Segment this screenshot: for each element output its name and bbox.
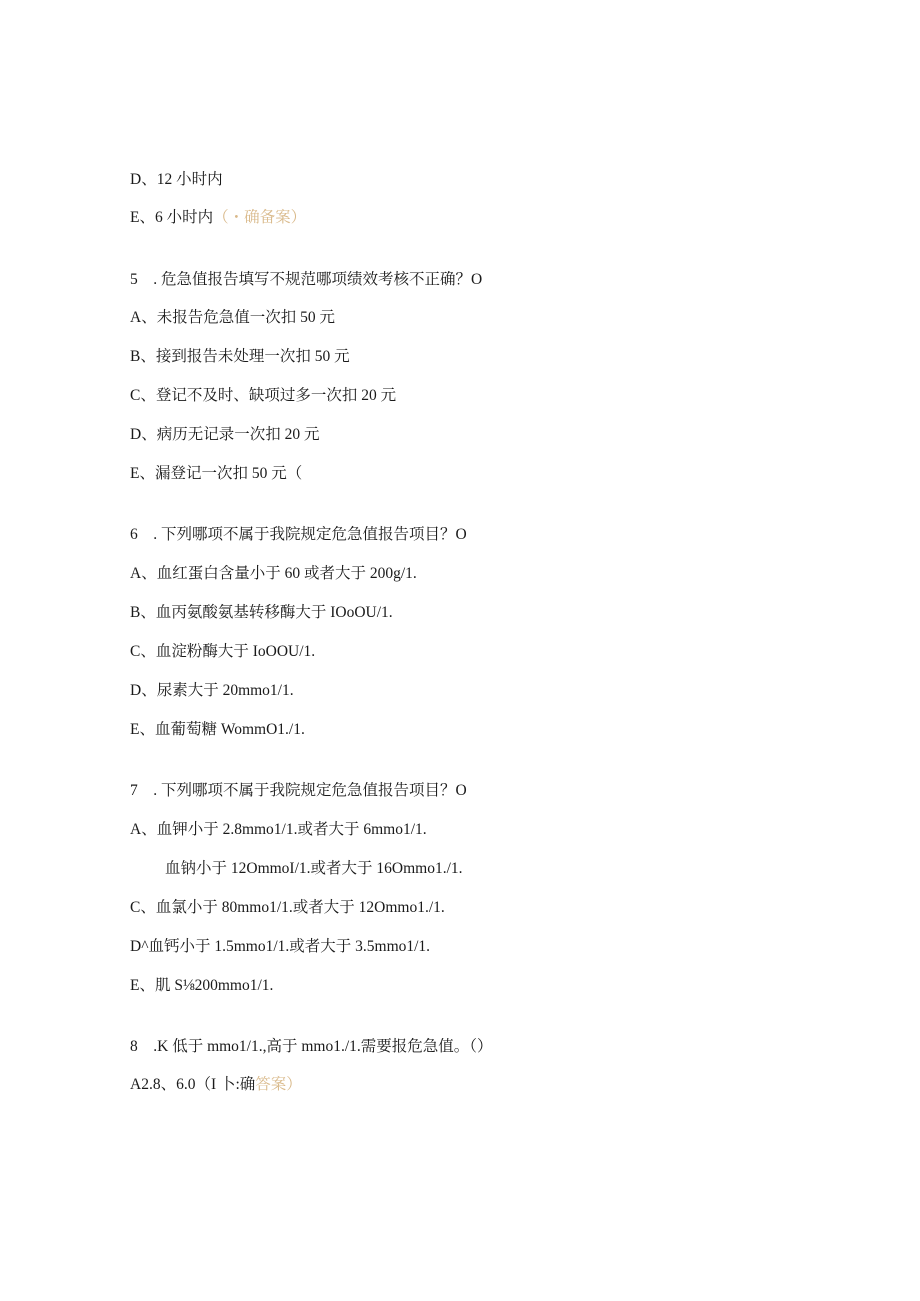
line-text: C、登记不及时、缺项过多一次扣 20 元: [130, 387, 397, 404]
document-line: [130, 208, 306, 228]
document-line: [130, 464, 302, 484]
line-text: 6 . 下列哪项不属于我院规定危急值报告项目？O: [130, 526, 467, 543]
document-line: [130, 564, 417, 584]
line-text: E、漏登记一次扣 50 元（: [130, 465, 303, 482]
document-line: [130, 270, 482, 290]
document-line: [130, 525, 467, 545]
document-line: [130, 170, 223, 190]
document-line: [165, 859, 463, 879]
line-text: E、肌 S⅛200mmo1/1.: [130, 977, 274, 994]
line-text: 血钠小于 12OmmoI/1.或者大于 16Ommo1./1.: [165, 860, 463, 877]
document-line: [130, 347, 350, 367]
line-text: 5 . 危急值报告填写不规范哪项绩效考核不正确？O: [130, 271, 483, 288]
document-line: [130, 603, 393, 623]
line-text: D^血钙小于 1.5mmo1/1.或者大于 3.5mmo1/1.: [130, 938, 431, 955]
document-line: [130, 308, 335, 328]
line-text: 7 . 下列哪项不属于我院规定危急值报告项目？O: [130, 782, 467, 799]
document-line: [130, 1075, 302, 1095]
document-line: [130, 642, 315, 662]
line-text: C、血氯小于 80mmo1/1.或者大于 12Ommo1./1.: [130, 899, 445, 916]
line-text: A、未报告危急值一次扣 50 元: [130, 309, 335, 326]
document-line: [130, 937, 430, 957]
document-line: [130, 781, 467, 801]
document-line: [130, 1037, 493, 1057]
document-line: [130, 898, 445, 918]
line-text: A、血红蛋白含量小于 60 或者大于 200g/1.: [130, 565, 417, 582]
answer-annotation: （・确备案）: [213, 209, 307, 226]
line-text: B、接到报告未处理一次扣 50 元: [130, 348, 350, 365]
line-text: D、12 小时内: [130, 171, 223, 188]
document-line: [130, 386, 396, 406]
line-text: D、病历无记录一次扣 20 元: [130, 426, 320, 443]
line-text: B、血丙氨酸氨基转移酶大于 IOoOU/1.: [130, 604, 393, 621]
document-line: [130, 976, 273, 996]
line-text: E、血葡萄糖 WommO1./1.: [130, 721, 305, 738]
document-line: [130, 425, 319, 445]
document-line: [130, 720, 305, 740]
line-text: A、血钾小于 2.8mmo1/1.或者大于 6mmo1/1.: [130, 821, 427, 838]
document-line: [130, 681, 294, 701]
line-text: 8 .K 低于 mmo1/1.,高于 mmo1./1.需要报危急值。（）: [130, 1038, 493, 1055]
line-text: C、血淀粉酶大于 IoOOU/1.: [130, 643, 316, 660]
document-line: [130, 820, 427, 840]
line-text: A2.8、6.0（I 卜:确: [130, 1076, 256, 1093]
line-text: D、尿素大于 20mmo1/1.: [130, 682, 294, 699]
line-text: E、6 小时内: [130, 209, 214, 226]
answer-annotation: 答案）: [255, 1076, 302, 1093]
